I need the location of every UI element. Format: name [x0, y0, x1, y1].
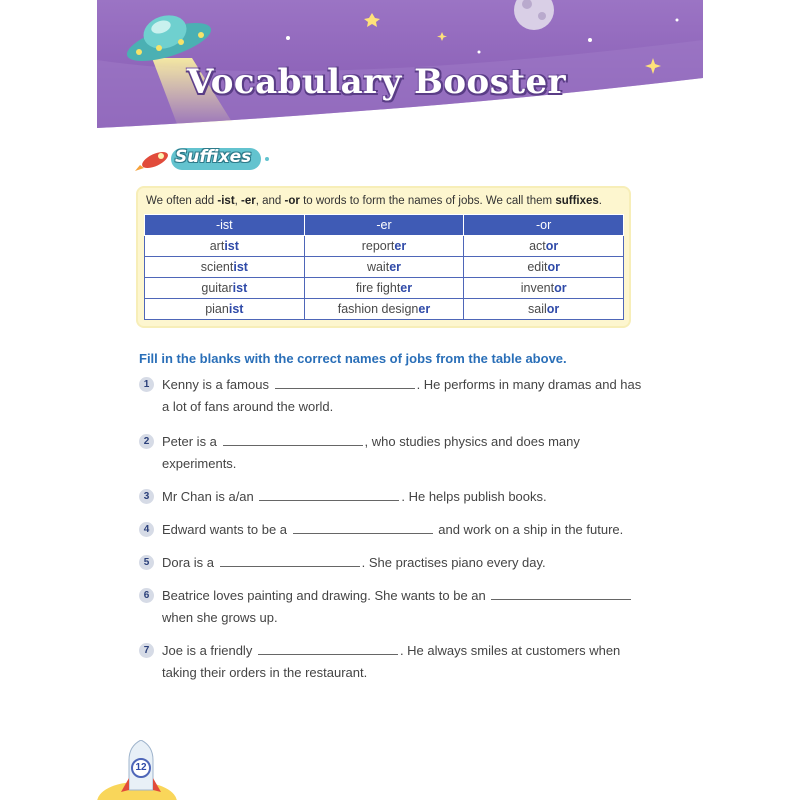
table-header-row [145, 215, 624, 236]
table-cell: waiter [304, 257, 464, 278]
exercise-instructions: Fill in the blanks with the correct names of jobs from the table above. [139, 351, 567, 366]
header-banner [97, 0, 703, 130]
table-cell: actor [464, 236, 624, 257]
question-text: Peter is a , who studies physics and does many experiments. [162, 434, 580, 471]
table-cell: scientist [145, 257, 305, 278]
section-tag [135, 145, 275, 175]
question-text: Joe is a friendly . He always smiles at customers when taking their orders in the restaurant. [162, 643, 621, 680]
table-cell: sailor [464, 299, 624, 320]
question-text: Mr Chan is a/an . He helps publish books. [162, 489, 547, 504]
column-header: -er [304, 215, 464, 236]
suffix-table [144, 214, 624, 320]
table-cell: editor [464, 257, 624, 278]
answer-blank[interactable] [259, 487, 399, 501]
question-number: 4 [139, 522, 154, 537]
page-number: 12 [135, 762, 147, 773]
question-number: 2 [139, 434, 154, 449]
table-row [145, 278, 624, 299]
page-number-rocket [97, 740, 177, 800]
table-cell: guitarist [145, 278, 305, 299]
page-title: Vocabulary Booster [187, 62, 567, 102]
table-cell: pianist [145, 299, 305, 320]
answer-blank[interactable] [220, 553, 360, 567]
question-text: Kenny is a famous . He performs in many dramas and has a lot of fans around the world. [162, 377, 642, 414]
rocket-icon [135, 149, 170, 172]
question-number: 7 [139, 643, 154, 658]
table-cell: inventor [464, 278, 624, 299]
section-label: Suffixes [175, 147, 252, 167]
question-text: Dora is a . She practises piano every day. [162, 555, 546, 570]
question-number: 3 [139, 489, 154, 504]
question-number: 5 [139, 555, 154, 570]
answer-blank[interactable] [258, 641, 398, 655]
table-cell: fashion designer [304, 299, 464, 320]
intro-text: We often add -ist, -er, and -or to words to form the names of jobs. We call them suffixes. [146, 195, 602, 207]
table-row [145, 257, 624, 278]
table-cell: fire fighter [304, 278, 464, 299]
answer-blank[interactable] [275, 375, 415, 389]
table-row [145, 236, 624, 257]
column-header: -or [464, 215, 624, 236]
answer-blank[interactable] [293, 520, 433, 534]
worksheet-page [97, 0, 703, 800]
question-text: Edward wants to be a and work on a ship in the future. [162, 522, 624, 537]
suffix-info-box [138, 188, 629, 326]
answer-blank[interactable] [223, 432, 363, 446]
table-cell: reporter [304, 236, 464, 257]
table-row [145, 299, 624, 320]
column-header: -ist [145, 215, 305, 236]
table-cell: artist [145, 236, 305, 257]
question-text: Beatrice loves painting and drawing. She wants to be an when she grows up. [162, 585, 642, 629]
answer-blank[interactable] [491, 586, 631, 600]
question-number: 1 [139, 377, 154, 392]
question-number: 6 [139, 588, 154, 603]
